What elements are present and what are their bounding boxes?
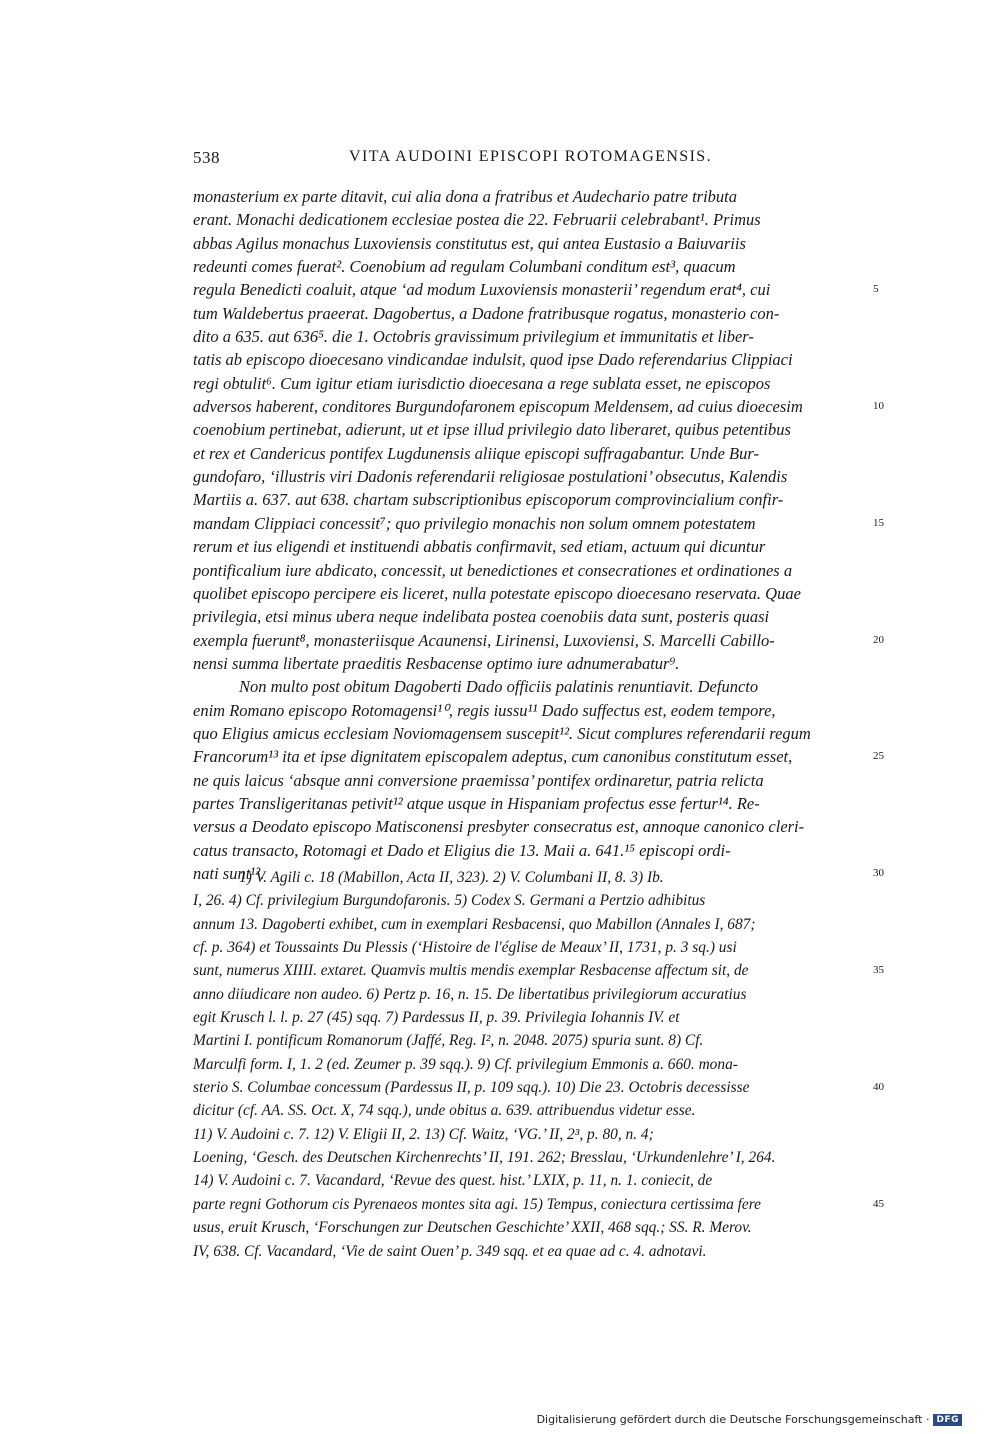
text-line-text: regi obtulit⁶. Cum igitur etiam iurisdictio dioecesana a rege sublata esset, ne episcopos [193, 373, 771, 393]
text-line-text: ne quis laicus ‘absque anni conversione praemissa’ pontifex ordinaretur, patria relicta [193, 770, 764, 790]
footnote-line [193, 960, 884, 983]
text-line-text: et rex et Candericus pontifex Lugdunensis aliique episcopi suffragabantur. Unde Bur- [193, 443, 759, 463]
footnote-line [193, 1194, 884, 1217]
text-line-text: erant. Monachi dedicationem ecclesiae postea die 22. Februarii celebrabant¹. Primus [193, 210, 761, 230]
text-line [193, 185, 868, 208]
text-line [193, 769, 868, 792]
footnote-line-text: Martini I. pontificum Romanorum (Jaffé, Reg. I², n. 2048. 2075) spuria sunt. 8) Cf. [193, 1032, 704, 1050]
footnote-line-text: parte regni Gothorum cis Pyrenaeos montes sita agi. 15) Tempus, coniectura certissima fere [193, 1195, 761, 1213]
footnote-line [193, 1077, 884, 1100]
text-line [193, 255, 868, 278]
line-number-marker: 35 [873, 964, 884, 977]
dfg-logo: DFG [933, 1414, 962, 1426]
footnote-line-text: usus, eruit Krusch, ‘Forschungen zur Deutschen Geschichte’ XXII, 468 sqq.; SS. R. Merov. [193, 1219, 752, 1237]
footnote-line [193, 1147, 868, 1170]
footnote-line-text: egit Krusch l. l. p. 27 (45) sqq. 7) Pardessus II, p. 39. Privilegia Iohannis IV. et [193, 1009, 680, 1027]
text-line [193, 722, 868, 745]
text-line-text: dito a 635. aut 636⁵. die 1. Octobris gravissimum privilegium et immunitatis et liber- [193, 327, 754, 347]
text-line-text: tum Waldebertus praeerat. Dagobertus, a Dadone fratribusque rogatus, monasterio con- [193, 303, 780, 323]
footnote-line [193, 1100, 868, 1123]
text-line-text: abbas Agilus monachus Luxoviensis constitutus est, qui antea Eustasio a Baiuvariis [193, 233, 746, 253]
text-line [193, 629, 884, 652]
footnote-line [193, 1170, 868, 1193]
footnote-line-text: dicitur (cf. AA. SS. Oct. X, 74 sqq.), unde obitus a. 639. attribuendus videtur esse. [193, 1102, 696, 1120]
line-number-marker: 20 [873, 633, 884, 646]
credit-text: Digitalisierung gefördert durch die Deutsche Forschungsgemeinschaft · [536, 1413, 930, 1426]
text-line-text: Francorum¹³ ita et ipse dignitatem episcopalem adeptus, cum canonibus constitutum esset, [193, 747, 793, 767]
text-line-text: nati sunt¹². [193, 863, 265, 883]
text-line-text: rerum et ius eligendi et instituendi abbatis confirmavit, sed etiam, actuum qui dicuntur [193, 537, 766, 557]
footnote-line-text: 14) V. Audoini c. 7. Vacandard, ‘Revue des quest. hist.’ LXIX, p. 11, n. 1. coniecit, de [193, 1172, 713, 1190]
footnote-line-text: annum 13. Dagoberti exhibet, cum in exemplari Resbacensi, quo Mabillon (Annales I, 687; [193, 915, 756, 933]
footnote-line-text: Marculfi form. I, 1. 2 (ed. Zeumer p. 39 sqq.). 9) Cf. privilegium Emmonis a. 660. mona- [193, 1055, 738, 1073]
footnote-line [193, 1054, 868, 1077]
text-line-text: quolibet episcopo percipere eis liceret, nulla potestate episcopo dioecesano reservata. Quae [193, 583, 801, 603]
line-number-marker: 45 [873, 1197, 884, 1210]
text-line [193, 792, 868, 815]
text-line [193, 208, 868, 231]
text-line-text: gundofaro, ‘illustris viri Dadonis referendarii religiosae postulationi’ obsecutus, Kalendis [193, 467, 788, 487]
line-number-marker: 5 [873, 283, 879, 296]
text-line [193, 302, 868, 325]
footnote-line [193, 1241, 868, 1264]
footnote-line [193, 1030, 868, 1053]
footnote-line-text: Loening, ‘Gesch. des Deutschen Kirchenrechts’ II, 191. 262; Bresslau, ‘Urkundenlehre’ I, 264. [193, 1149, 776, 1167]
text-line-text: privilegia, etsi minus ubera neque indelibata postea coenobiis data sunt, posteris quasi [193, 607, 770, 627]
footnote-line-text: sterio S. Columbae concessum (Pardessus II, p. 109 sqq.). 10) Die 23. Octobris decessisse [193, 1079, 750, 1097]
text-line [193, 839, 868, 862]
page-header [193, 148, 868, 174]
text-line [193, 582, 868, 605]
line-number-marker: 30 [873, 866, 884, 879]
footnote-line-text: anno diiudicare non audeo. 6) Pertz p. 16, n. 15. De libertatibus privilegiorum accuratius [193, 985, 747, 1003]
text-line-text: partes Transligeritanas petivit¹² atque usque in Hispaniam profectus esse fertur¹⁴. Re- [193, 793, 760, 813]
text-line-text: catus transacto, Rotomagi et Dado et Eligius die 13. Maii a. 641.¹⁵ episcopi ordi- [193, 840, 731, 860]
footnote-line-text: cf. p. 364) et Toussaints Du Plessis (‘Histoire de l'église de Meaux’ II, 1731, p. 3 sq.) usi [193, 939, 737, 957]
text-line-text: Non multo post obitum Dagoberti Dado officiis palatinis renuntiavit. Defuncto [239, 677, 759, 697]
footnote-line [193, 867, 868, 890]
line-number-marker: 15 [873, 516, 884, 529]
text-line-text: regula Benedicti coaluit, atque ‘ad modum Luxoviensis monasterii’ regendum erat⁴, cui [193, 280, 771, 300]
text-line-text: quo Eligius amicus ecclesiam Noviomagensem suscepit¹². Sicut complures referendarii regum [193, 723, 811, 743]
text-line [193, 815, 868, 838]
text-line [193, 559, 868, 582]
footnote-line [193, 890, 868, 913]
line-number-marker: 40 [873, 1081, 884, 1094]
text-line [193, 512, 884, 535]
footnote-line-text: 1) V. Agili c. 18 (Mabillon, Acta II, 323). 2) V. Columbani II, 8. 3) Ib. [239, 869, 664, 886]
running-title: VITA AUDOINI EPISCOPI ROTOMAGENSIS. [349, 148, 712, 165]
text-line-text: enim Romano episcopo Rotomagensi¹⁰, regis iussu¹¹ Dado suffectus est, eodem tempore, [193, 700, 776, 720]
line-number-marker: 25 [873, 750, 884, 763]
main-text [193, 185, 884, 885]
text-line [193, 372, 868, 395]
text-line [193, 278, 879, 301]
footnote-line-text: I, 26. 4) Cf. privilegium Burgundofaronis. 5) Codex S. Germani a Pertzio adhibitus [193, 892, 706, 910]
footnote-line-text: 11) V. Audoini c. 7. 12) V. Eligii II, 2. 13) Cf. Waitz, ‘VG.’ II, 2³, p. 80, n. 4; [193, 1125, 654, 1143]
text-line-text: coenobium pertinebat, adierunt, ut et ipse illud privilegio dato liberaret, quibus petentibus [193, 420, 791, 440]
text-line [193, 535, 868, 558]
digitization-credit [537, 1413, 962, 1426]
page-number: 538 [193, 148, 220, 167]
footnote-line-text: sunt, numerus XIIII. extaret. Quamvis multis mendis exemplar Resbacense affectum sit, de [193, 962, 749, 980]
text-line-text: mandam Clippiaci concessit⁷; quo privilegio monachis non solum omnem potestatem [193, 513, 756, 533]
text-line-text: Martiis a. 637. aut 638. chartam subscriptionibus episcoporum comprovincialium confir- [193, 490, 784, 510]
text-line-text: nensi summa libertate praeditis Resbacense optimo iure adnumerabatur⁹. [193, 653, 680, 673]
text-line [193, 652, 868, 675]
footnote-line [193, 937, 868, 960]
text-line [193, 348, 868, 371]
footnote-line [193, 984, 868, 1007]
text-line-text: versus a Deodato episcopo Matisconensi presbyter consecratus est, annoque canonico cleri- [193, 817, 805, 837]
text-line-text: monasterium ex parte ditavit, cui alia dona a fratribus et Audechario patre tributa [193, 187, 738, 206]
line-number-marker: 10 [873, 400, 884, 413]
text-line-text: redeunti comes fuerat². Coenobium ad regulam Columbani conditum est³, quacum [193, 257, 736, 277]
text-line-text: adversos haberent, conditores Burgundofaronem episcopum Meldensem, ad cuius dioecesim [193, 397, 803, 417]
text-line-text: exempla fuerunt⁸, monasteriisque Acaunensi, Lirinensi, Luxoviensi, S. Marcelli Cabillo- [193, 630, 775, 650]
text-line-text: tatis ab episcopo dioecesano vindicandae indulsit, quod ipse Dado referendarius Clippiaci [193, 350, 793, 370]
footnote-line [193, 1124, 868, 1147]
text-line [193, 232, 868, 255]
text-line [193, 325, 868, 348]
footnote-line [193, 914, 868, 937]
text-line [193, 605, 868, 628]
text-line [193, 745, 884, 768]
footnote-line [193, 1007, 868, 1030]
text-line-text: pontificalium iure abdicato, concessit, ut benedictiones et consecrationes et ordinationes a [193, 560, 793, 580]
text-line [193, 699, 868, 722]
text-line [193, 465, 868, 488]
footnote-line-text: IV, 638. Cf. Vacandard, ‘Vie de saint Ouen’ p. 349 sqq. et ea quae ad c. 4. adnotavi. [193, 1242, 707, 1260]
text-line [193, 442, 868, 465]
footnote-line [193, 1217, 868, 1240]
text-line [193, 675, 868, 698]
text-line [193, 395, 884, 418]
text-line [193, 488, 868, 511]
text-line [193, 418, 868, 441]
